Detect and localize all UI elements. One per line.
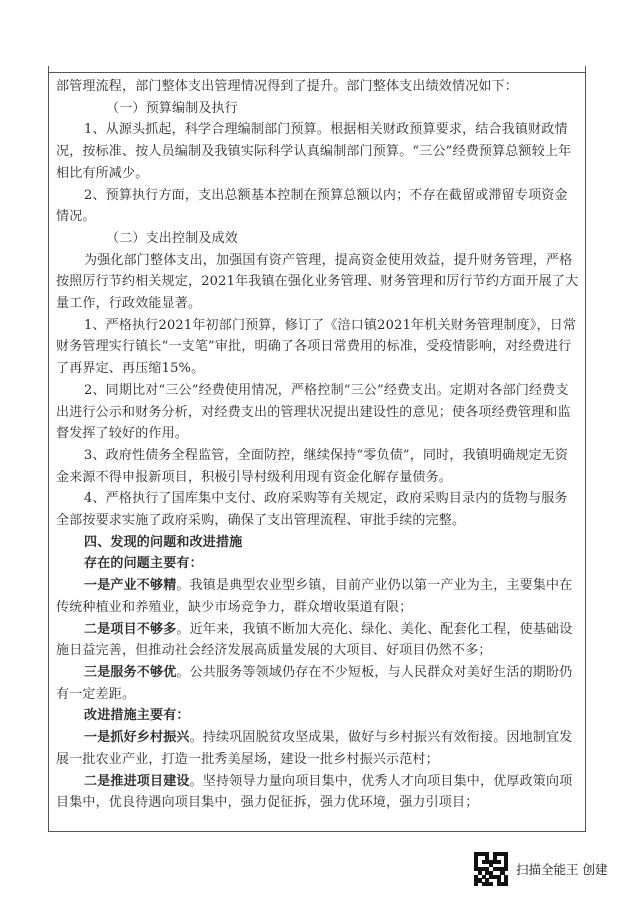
lead-phrase: 一是产业不够精 [84,578,177,594]
paragraph [56,315,580,380]
paragraph [56,727,580,770]
paragraph-text: 四、发现的问题和改进措施 [84,534,243,550]
paragraph-text: 改进措施主要有： [84,708,190,724]
paragraph [56,445,580,488]
paragraph [56,575,580,618]
paragraph-text: 3、政府性债务全程监管，全面防控，继续保持“零负债”，同时，我镇明确规定无资金来源不得申报新项目，积极引导村级利用现有资金化解存量债务。 [56,447,569,485]
scanner-watermark [474,852,607,886]
paragraph-text: 4、严格执行了国库集中支付、政府采购等有关规定，政府采购目录内的货物与服务全部按要求实施了政府采购，确保了支出管理流程、审批手续的完整。 [56,491,568,529]
paragraph [56,119,580,184]
watermark-text: 扫描全能王 创建 [516,862,608,877]
paragraph-text: 。近年来，我镇不断加大亮化、绿化、美化、配套化工程，使基础设施日益完善，但推动社会经济发展高质量发展的大项目、好项目仍然不多； [56,621,573,659]
qr-code-icon [474,852,508,886]
paragraph-text: 存在的问题主要有： [84,556,203,572]
paragraph [56,228,580,250]
paragraph-text: 部管理流程，部门整体支出管理情况得到了提升。部门整体支出绩效情况如下： [56,79,519,94]
section-heading [56,532,580,554]
qr-module [474,882,478,886]
paragraph [56,619,580,662]
qr-module [489,882,493,886]
paragraph-text: （二）支出控制及成效 [106,230,239,246]
paragraph-text: 。我镇是典型农业型乡镇，目前产业仍以第一产业为主，主要集中在传统种植业和养殖业，缺少市场竞争力，群众增收渠道有限； [56,578,573,615]
section-heading [56,553,580,575]
paragraph-text: 。公共服务等领域仍存在不少短板，与人民群众对美好生活的期盼仍有一定差距。 [56,664,573,702]
paragraph-text: 。持续巩固脱贫攻坚成果，做好与乡村振兴有效衔接。因地制宜发展一批农业产业，打造一批秀美屋场，建设一批乡村振兴示范村； [56,730,573,767]
lead-phrase: 三是服务不够优 [84,664,177,680]
lead-phrase: 二是项目不够多 [84,621,177,637]
qr-module [504,867,508,871]
paragraph [56,76,580,98]
paragraph [56,98,580,120]
paragraph [56,185,580,228]
qr-module [504,882,508,886]
lead-phrase: 二是推进项目建设 [84,773,190,789]
paragraph-text: （一）预算编制及执行 [106,100,239,116]
paragraph [56,771,580,814]
paragraph-text: 1、从源头抓起，科学合理编制部门预算。根据相关财政预算要求，结合我镇财政情况，按标准、按人员编制及我镇实际科学认真编制部门预算。“三公”经费预算总额较上年相比有所减少。 [56,122,572,181]
paragraph [56,662,580,705]
document-body [56,76,580,814]
paragraph-text: 。坚持领导力量向项目集中，优秀人才向项目集中，优厚政策向项目集中，优良待遇向项目集中，强力促征拆，强力优环境，强力引项目； [56,773,573,811]
paragraph-text: 1、严格执行2021年初部门预算，修订了《涪口镇2021年机关财务管理制度》，日常财务管理实行镇长“一支笔”审批，明确了各项日常费用的标准，受疫情影响，对经费进行了再界定、再压缩15%。 [56,317,577,377]
paragraph-text: 2、预算执行方面，支出总额基本控制在预算总额以内；不存在截留或滞留专项资金情况。 [56,187,568,225]
lead-phrase: 一是抓好乡村振兴 [84,730,190,746]
section-heading [56,705,580,727]
qr-module [497,860,501,864]
paragraph-text: 为强化部门整体支出，加强国有资产管理，提高资金使用效益，提升财务管理，严格按照厉行节约相关规定，2021年我镇在强化业务管理、财务管理和厉行节约方面开展了大量工作，行政效能显著。 [56,252,579,312]
paragraph [56,250,580,315]
paragraph [56,380,580,445]
paragraph-text: 2、同期比对“三公”经费使用情况，严格控制“三公”经费支出。定期对各部门经费支出进行公示和财务分析，对经费支出的管理状况提出建设性的意见；使各项经费管理和监督发挥了较好的作用。 [56,382,571,442]
paragraph [56,488,580,531]
